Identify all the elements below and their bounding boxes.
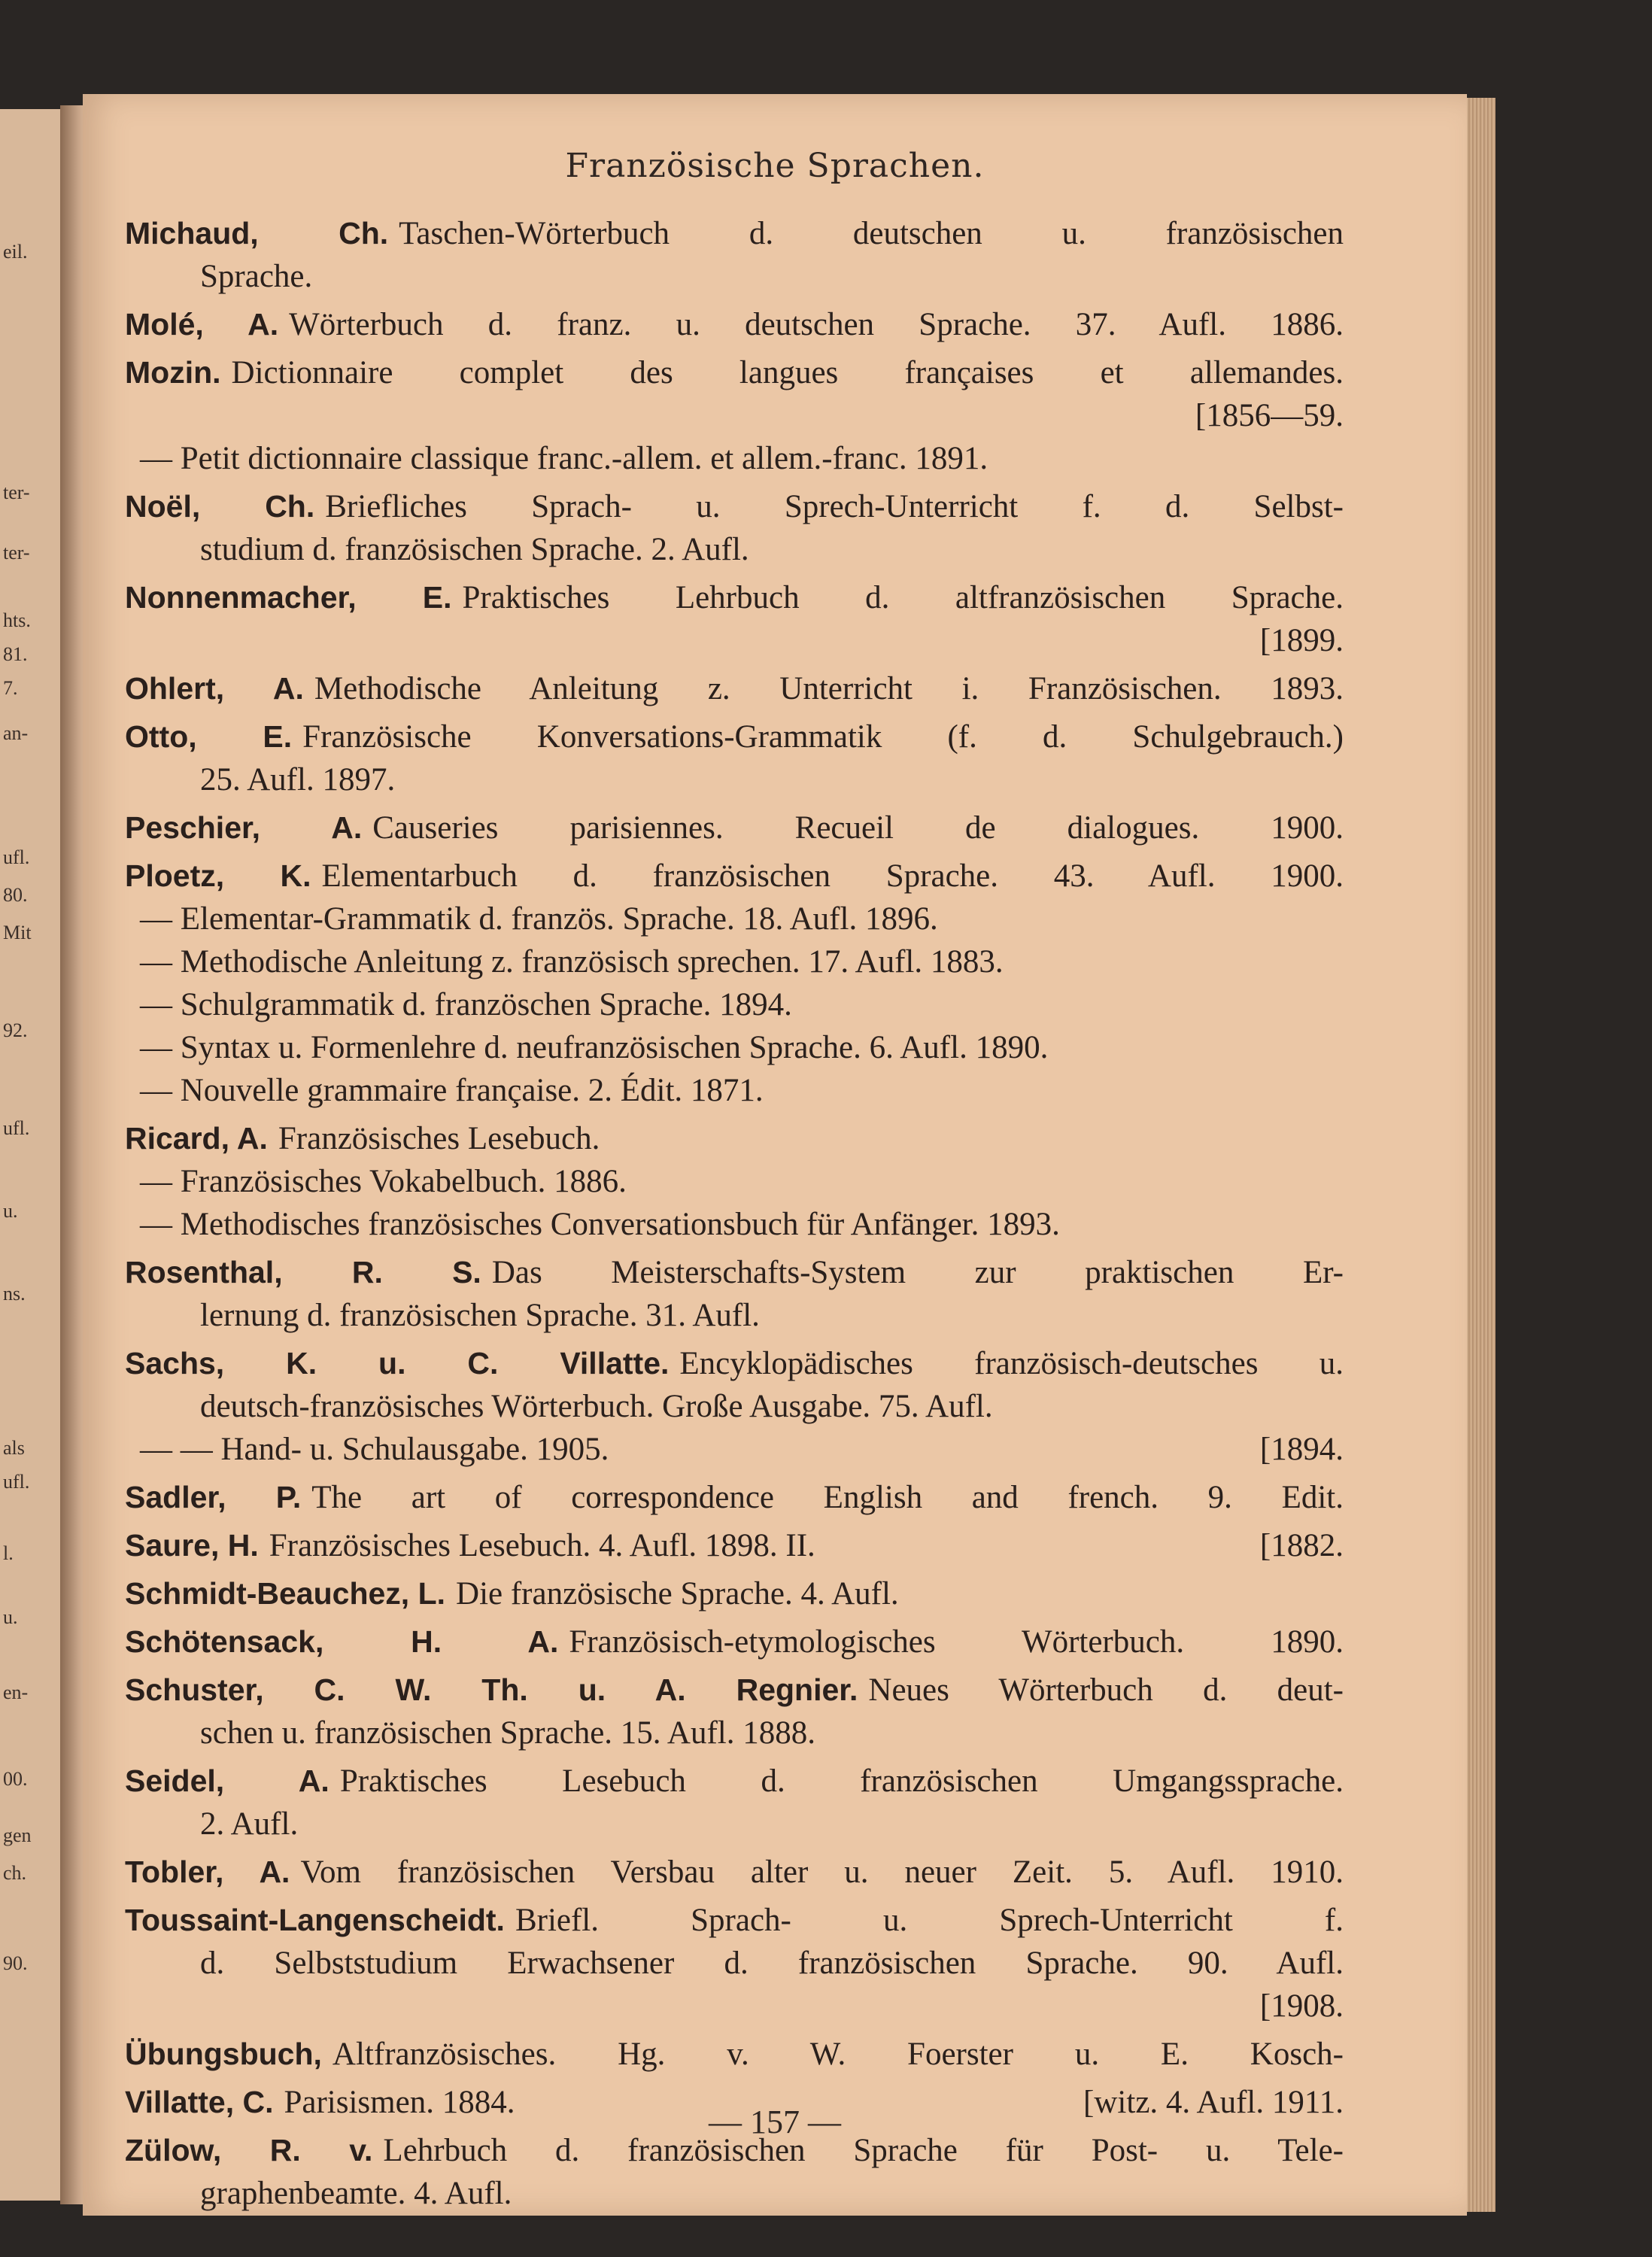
margin-fragment: l. [3,1542,14,1564]
book-page [83,94,1467,2216]
margin-fragment: en- [3,1681,29,1703]
margin-fragment: eil. [3,241,28,263]
margin-fragment: ter- [3,481,30,503]
entry-author: Saure, H. [125,1528,259,1563]
entry-author: Ohlert, A. [125,671,304,706]
entry-tobler [125,1851,1344,1894]
entry-text: Französische Konversations-Grammatik (f. d. Schulgebrauch.) [302,719,1344,755]
entry-toussaint [125,1899,1344,2028]
entry-author: Nonnenmacher, E. [125,580,452,615]
entry-text: Praktisches Lesebuch d. französischen Umgangssprache. [339,1763,1344,1799]
entry-author: Schuster, C. W. Th. u. A. Regnier. [125,1672,858,1707]
margin-fragment: gen [3,1824,32,1846]
entry-noel [125,485,1344,571]
entry-text: — Schulgrammatik d. französchen Sprache. 1894. [140,987,792,1022]
entry-text: — Französisches Vokabelbuch. 1886. [140,1164,627,1199]
entry-text: Lehrbuch d. französischen Sprache für Post- u. Tele- [383,2133,1344,2168]
entry-author: Sachs, K. u. C. Villatte. [125,1346,670,1381]
entry-author: Zülow, R. v. [125,2133,373,2167]
entry-author: Ricard, A. [125,1121,268,1156]
entry-text: Französisches Lesebuch. [278,1121,600,1156]
margin-fragment: 90. [3,1952,28,1974]
entry-text: — Syntax u. Formenlehre d. neufranzösischen Sprache. 6. Aufl. 1890. [140,1030,1049,1065]
entry-author: Villatte, C. [125,2085,274,2119]
page-stack-edge [1465,98,1496,2212]
entry-text: Praktisches Lehrbuch d. altfranzösischen Sprache. [462,580,1344,615]
page-number: — 157 — [709,2104,841,2140]
entry-text: [1856—59. [1195,398,1344,433]
entry-rosenthal [125,1251,1344,1337]
entry-michaud [125,212,1344,298]
entry-nonnenmacher [125,576,1344,662]
margin-fragment: ufl. [3,1471,30,1493]
bibliography-list [125,212,1344,2220]
margin-fragment: als [3,1437,25,1459]
entry-author: Seidel, A. [125,1763,329,1798]
margin-fragment: ter- [3,542,30,563]
entry-uebungsbuch [125,2033,1344,2076]
entry-text: Encyklopädisches französisch-deutsches u. [679,1346,1344,1381]
entry-text: Taschen-Wörterbuch d. deutschen u. französischen [399,216,1344,251]
entry-text: 2. Aufl. [200,1806,299,1842]
margin-fragment: ch. [3,1862,27,1884]
margin-fragment: 7. [3,677,18,699]
margin-fragment: 81. [3,643,28,665]
entry-author: Schötensack, H. A. [125,1624,559,1659]
entry-author: Tobler, A. [125,1855,290,1889]
entry-sadler [125,1476,1344,1519]
entry-text: — Methodisches französisches Conversationsbuch für Anfänger. 1893. [140,1207,1060,1242]
margin-fragment: 80. [3,884,28,906]
entry-text: Parisismen. 1884. [284,2085,515,2120]
entry-text: 25. Aufl. 1897. [200,762,396,797]
entry-sachs [125,1342,1344,1471]
margin-fragment: ufl. [3,846,30,868]
entry-author: Rosenthal, R. S. [125,1255,481,1289]
entry-saure [125,1524,1344,1567]
entry-ploetz [125,855,1344,1112]
entry-ohlert [125,667,1344,710]
entry-text: Methodische Anleitung z. Unterricht i. Französischen. 1893. [314,671,1344,706]
entry-otto [125,715,1344,801]
margin-fragment: u. [3,1200,18,1222]
margin-fragment: 92. [3,1019,28,1041]
entry-text: — Petit dictionnaire classique franc.-allem. et allem.-franc. 1891. [140,441,988,476]
entry-text: Briefl. Sprach- u. Sprech-Unterricht f. [515,1903,1344,1938]
entry-author: Michaud, Ch. [125,216,389,251]
entry-schuster [125,1669,1344,1754]
entry-author: Übungsbuch, [125,2037,322,2071]
entry-seidel [125,1760,1344,1845]
entry-text: [1908. [1259,1988,1344,2024]
margin-fragment: u. [3,1606,18,1628]
entry-text: The art of correspondence English and french. 9. Edit. [311,1480,1344,1515]
entry-author: Mozin. [125,355,221,390]
entry-text: — Nouvelle grammaire française. 2. Édit. 1871. [140,1073,764,1108]
entry-text: lernung d. französischen Sprache. 31. Aufl. [200,1298,760,1333]
margin-fragment: ns. [3,1283,26,1305]
entry-author: Otto, E. [125,719,293,754]
entry-text: Elementarbuch d. französischen Sprache. 43. Aufl. 1900. [321,858,1344,894]
entry-text: Neues Wörterbuch d. deut- [868,1672,1344,1708]
entry-author: Noël, Ch. [125,489,315,524]
entry-year-bracket: [witz. 4. Aufl. 1911. [1083,2085,1344,2120]
margin-fragment: Mit [3,922,32,943]
entry-text: studium d. französischen Sprache. 2. Aufl. [200,532,749,567]
entry-text: d. Selbststudium Erwachsener d. französischen Sprache. 90. Aufl. [200,1946,1344,1981]
entry-text: — Elementar-Grammatik d. französ. Sprache. 18. Aufl. 1896. [140,901,938,937]
entry-schmidt-beauchez [125,1572,1344,1615]
entry-text: — Methodische Anleitung z. französisch sprechen. 17. Aufl. 1883. [140,944,1004,980]
entry-text: Das Meisterschafts-System zur praktischen Er- [491,1255,1344,1290]
entry-text: Dictionnaire complet des langues françaises et allemandes. [231,355,1344,390]
entry-author: Molé, A. [125,307,279,342]
entry-author: Toussaint-Langenscheidt. [125,1903,505,1937]
page-header: Französische Sprachen. [565,147,985,185]
entry-peschier [125,807,1344,849]
entry-zuelow [125,2129,1344,2215]
entry-year-bracket: [1882. [1259,1528,1344,1563]
margin-fragment: hts. [3,609,31,631]
entry-mole [125,303,1344,346]
entry-ricard [125,1117,1344,1246]
margin-fragment: an- [3,722,29,744]
entry-schoetensack [125,1621,1344,1663]
entry-text: Wörterbuch d. franz. u. deutschen Sprache. 37. Aufl. 1886. [289,307,1344,342]
entry-text: schen u. französischen Sprache. 15. Aufl. 1888. [200,1715,815,1751]
entry-text: Briefliches Sprach- u. Sprech-Unterricht f. d. Selbst- [325,489,1344,524]
entry-text: Sprache. [200,259,313,294]
entry-year-bracket: [1894. [1259,1432,1344,1467]
entry-author: Sadler, P. [125,1480,302,1514]
entry-text: Causeries parisiennes. Recueil de dialogues. 1900. [372,810,1344,846]
margin-fragment: 00. [3,1768,28,1790]
entry-text: Altfranzösisches. Hg. v. W. Foerster u. E. Kosch- [332,2037,1344,2072]
entry-author: Ploetz, K. [125,858,311,893]
entry-text: Vom französischen Versbau alter u. neuer Zeit. 5. Aufl. 1910. [300,1855,1344,1890]
entry-mozin [125,351,1344,480]
entry-text: Die französische Sprache. 4. Aufl. [456,1576,899,1611]
entry-text: Französisches Lesebuch. 4. Aufl. 1898. II. [269,1528,815,1563]
entry-text: graphenbeamte. 4. Aufl. [200,2176,512,2211]
entry-author: Peschier, A. [125,810,363,845]
entry-text: deutsch-französisches Wörterbuch. Große Ausgabe. 75. Aufl. [200,1389,993,1424]
entry-text: [1899. [1259,623,1344,658]
entry-text: — — Hand- u. Schulausgabe. 1905. [140,1432,609,1467]
entry-author: Schmidt-Beauchez, L. [125,1576,446,1611]
entry-text: Französisch-etymologisches Wörterbuch. 1890. [569,1624,1344,1660]
margin-fragment: ufl. [3,1117,30,1139]
